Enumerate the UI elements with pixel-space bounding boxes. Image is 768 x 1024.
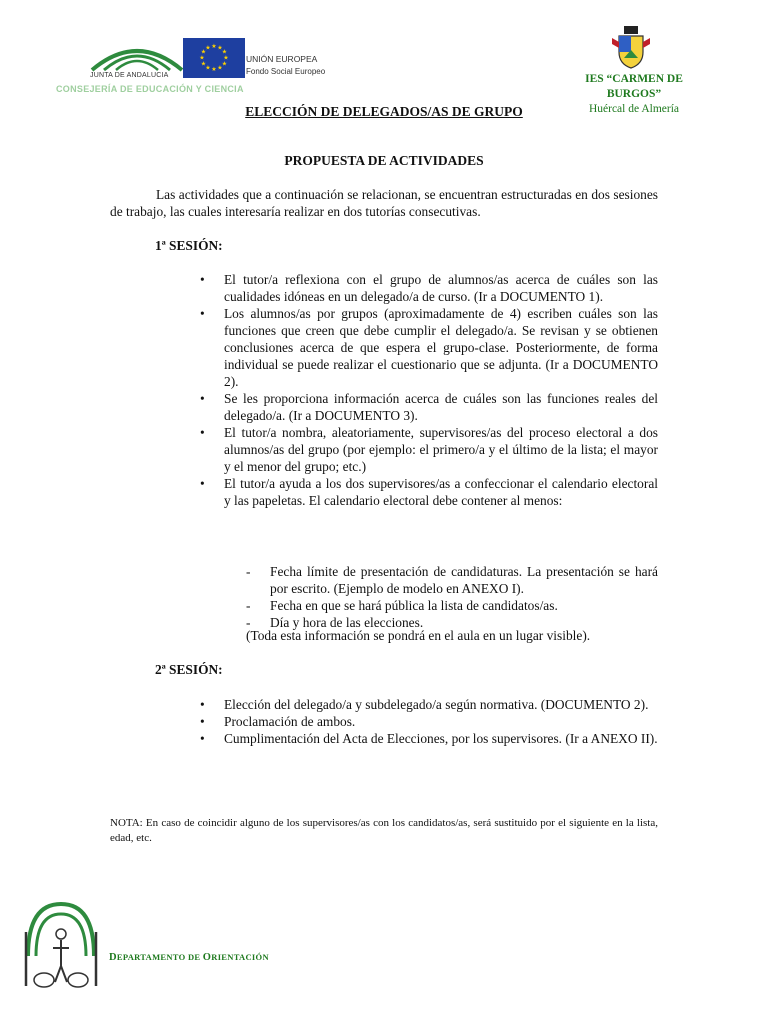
svg-text:★: ★ [221,48,228,56]
eu-flag-icon [183,38,245,78]
junta-label: JUNTA DE ANDALUCIA [90,72,169,79]
bullet-icon: • [200,731,205,746]
department-name: DEPARTAMENTO DE ORIENTACIÓN [109,952,269,963]
bullet-icon: • [200,391,205,406]
school-location: Huércal de Almería [588,103,680,115]
list-item: • Elección del delegado/a y subdelegado/a según normativa. (DOCUMENTO 2). [200,697,649,712]
list-item: • El tutor/a ayuda a los dos supervisores/as a confeccionar el calendario electoral y las papeletas. El calendario electoral debe contener al menos: [200,476,658,508]
document-title [0,104,768,120]
calendar-note: (Toda esta información se pondrá en el aula en un lugar visible). [246,628,591,643]
svg-text:★: ★ [211,43,217,50]
svg-text:★: ★ [221,60,228,68]
document-title-text: ELECCIÓN DE DELEGADOS/AS DE GRUPO [245,104,523,119]
list-item: - Día y hora de las elecciones. [246,615,424,630]
bullet-icon: • [200,306,205,321]
eu-line1: UNIÓN EUROPEA [246,54,318,64]
calendar-sublist [246,563,658,631]
svg-text:★: ★ [217,44,223,52]
bullet-icon: • [200,272,205,287]
list-item: • El tutor/a reflexiona con el grupo de alumnos/as acerca de cuáles son las cualidades idóneas en un delegado/a de curso. (Ir a DOCUMENTO 1). [200,272,658,304]
school-line1: IES “CARMEN DE [585,73,683,85]
svg-text:★: ★ [199,54,205,62]
session1-heading: 1ª SESIÓN: [155,238,223,253]
footnote: NOTA: En caso de coincidir alguno de los supervisores/as con los candidatos/as, será sustituido por el siguiente en la lista, edad, etc. [110,817,658,844]
intro-paragraph: Las actividades que a continuación se relacionan, se encuentran estructuradas en dos sesiones de trabajo, las cuales interesaría realizar en dos tutorías consecutivas. [110,187,658,219]
list-item: • Se les proporciona información acerca de cuáles son las funciones reales del delegado/a. (Ir a DOCUMENTO 3). [200,391,658,423]
bullet-icon: • [200,697,205,712]
svg-text:★: ★ [205,44,211,52]
junta-emblem-icon [82,38,192,74]
svg-text:★: ★ [205,64,211,72]
school-line2: BURGOS” [606,88,662,100]
list-item: • Proclamación de ambos. [200,714,356,729]
dash-icon: - [246,598,251,613]
bullet-icon: • [200,425,205,440]
bullet-icon: • [200,714,205,729]
session2-heading: 2ª SESIÓN: [155,662,223,677]
list-item: • Los alumnos/as por grupos (aproximadamente de 4) escriben cuáles son las funciones que creen que debe cumplir el delegado/a. Se revisan y se obtienen conclusiones acerca de que espera el grupo-clase. Posteriormente, de forma individual se puede realizar el cuestionario que se adjunta. (Ir a DOCUMENTO 2). [200,306,658,389]
eu-logo [183,38,343,80]
eu-line2: Fondo Social Europeo [246,67,326,76]
session2-list [200,696,658,747]
svg-text:★: ★ [223,54,229,62]
bullet-icon: • [200,476,205,491]
svg-text:★: ★ [200,60,207,68]
list-item: • Cumplimentación del Acta de Elecciones, por los supervisores. (Ir a ANEXO II). [200,731,658,746]
list-item: - Fecha límite de presentación de candidaturas. La presentación se hará por escrito. (Ejemplo de modelo en ANEXO I). [246,564,658,596]
svg-text:★: ★ [211,66,217,73]
school-crest-icon [610,24,652,70]
dash-icon: - [246,564,251,579]
session1-list [200,271,658,509]
junta-sub-label: CONSEJERÍA DE EDUCACIÓN Y CIENCIA [56,84,244,94]
list-item: - Fecha en que se hará pública la lista de candidatos/as. [246,598,558,613]
andalucia-arch-logo-icon [22,896,100,996]
document-subtitle: PROPUESTA DE ACTIVIDADES [284,153,484,168]
svg-text:★: ★ [217,64,223,72]
list-item: • El tutor/a nombra, aleatoriamente, supervisores/as del proceso electoral a dos alumnos/as del grupo (por ejemplo: el primero/a y el último de la lista; el mayor y el menor del grupo; etc.) [200,425,658,474]
svg-text:★: ★ [200,48,207,56]
dash-icon: - [246,615,251,630]
